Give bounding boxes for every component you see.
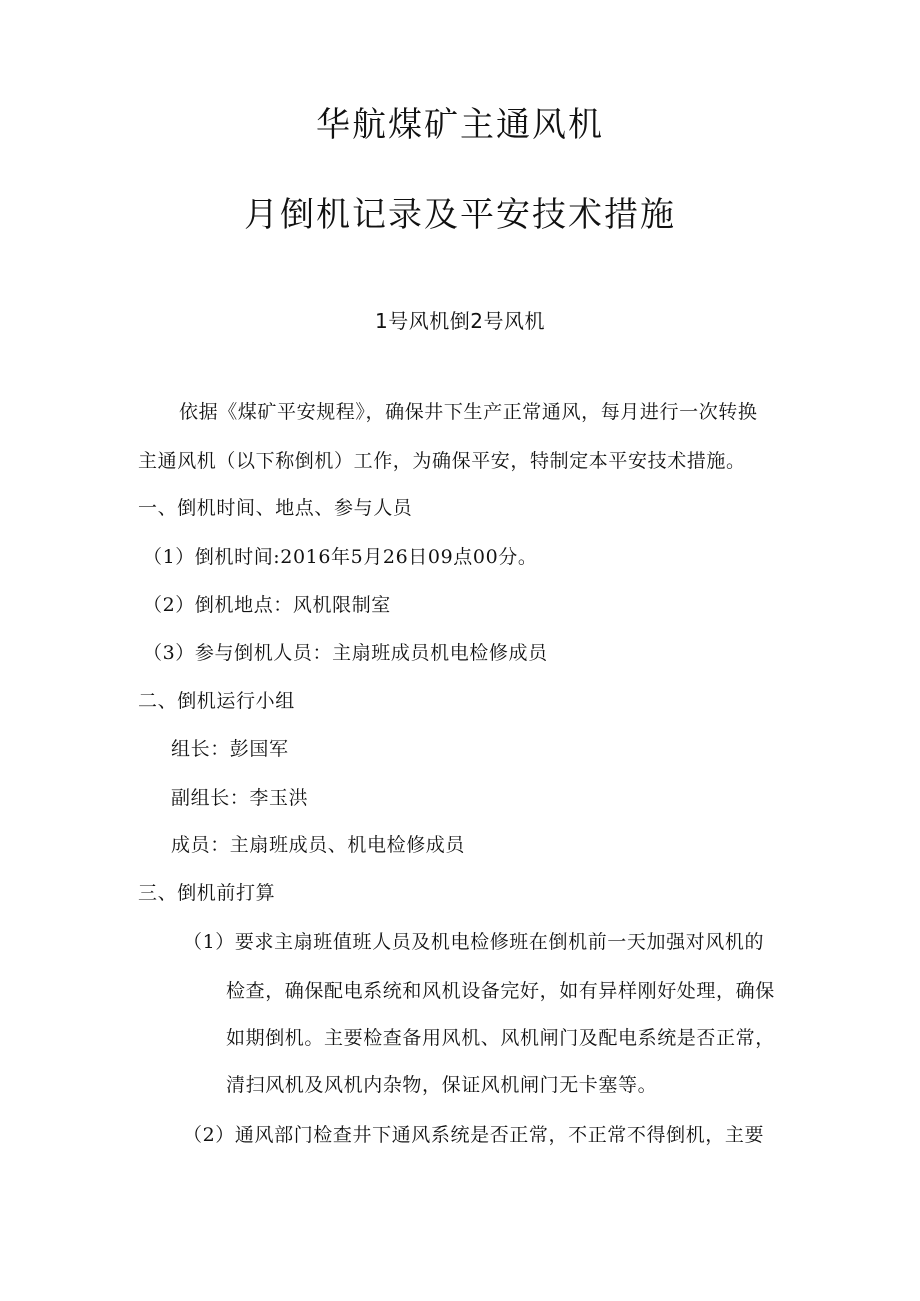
- document-title-line-1: 华航煤矿主通风机: [316, 105, 604, 145]
- intro-paragraph-line-2: 主通风机（以下称倒机）工作，为确保平安，特制定本平安技术措施。: [138, 450, 746, 472]
- section-1-item-time: （1）倒机时间:2016年5月26日09点00分。: [143, 546, 538, 568]
- section-3-item-1-line-3: 如期倒机。主要检查备用风机、风机闸门及配电系统是否正常，: [226, 1027, 775, 1049]
- section-3-item-1-line-4: 清扫风机及风机内杂物，保证风机闸门无卡塞等。: [226, 1074, 658, 1096]
- section-3-item-2-line-1: （2）通风部门检查井下通风系统是否正常，不正常不得倒机，主要: [183, 1124, 765, 1146]
- section-2-heading: 二、倒机运行小组: [138, 690, 295, 712]
- intro-paragraph-line-1: 依据《煤矿平安规程》，确保井下生产正常通风，每月进行一次转换: [179, 401, 758, 423]
- document-subtitle: 1号风机倒2号风机: [375, 309, 545, 333]
- section-2-members: 成员：主扇班成员、机电检修成员: [171, 834, 466, 856]
- section-1-item-personnel: （3）参与倒机人员：主扇班成员机电检修成员: [143, 642, 548, 664]
- section-1-item-location: （2）倒机地点：风机限制室: [143, 594, 391, 616]
- section-3-item-1-line-2: 检查，确保配电系统和风机设备完好，如有异样刚好处理，确保: [226, 980, 775, 1002]
- section-3-item-1-line-1: （1）要求主扇班值班人员及机电检修班在倒机前一天加强对风机的: [183, 931, 765, 953]
- document-title-line-2: 月倒机记录及平安技术措施: [244, 195, 676, 235]
- section-2-leader: 组长：彭国军: [171, 738, 289, 760]
- section-1-heading: 一、倒机时间、地点、参与人员: [138, 497, 413, 519]
- section-2-deputy-leader: 副组长：李玉洪: [171, 787, 309, 809]
- section-3-heading: 三、倒机前打算: [138, 882, 276, 904]
